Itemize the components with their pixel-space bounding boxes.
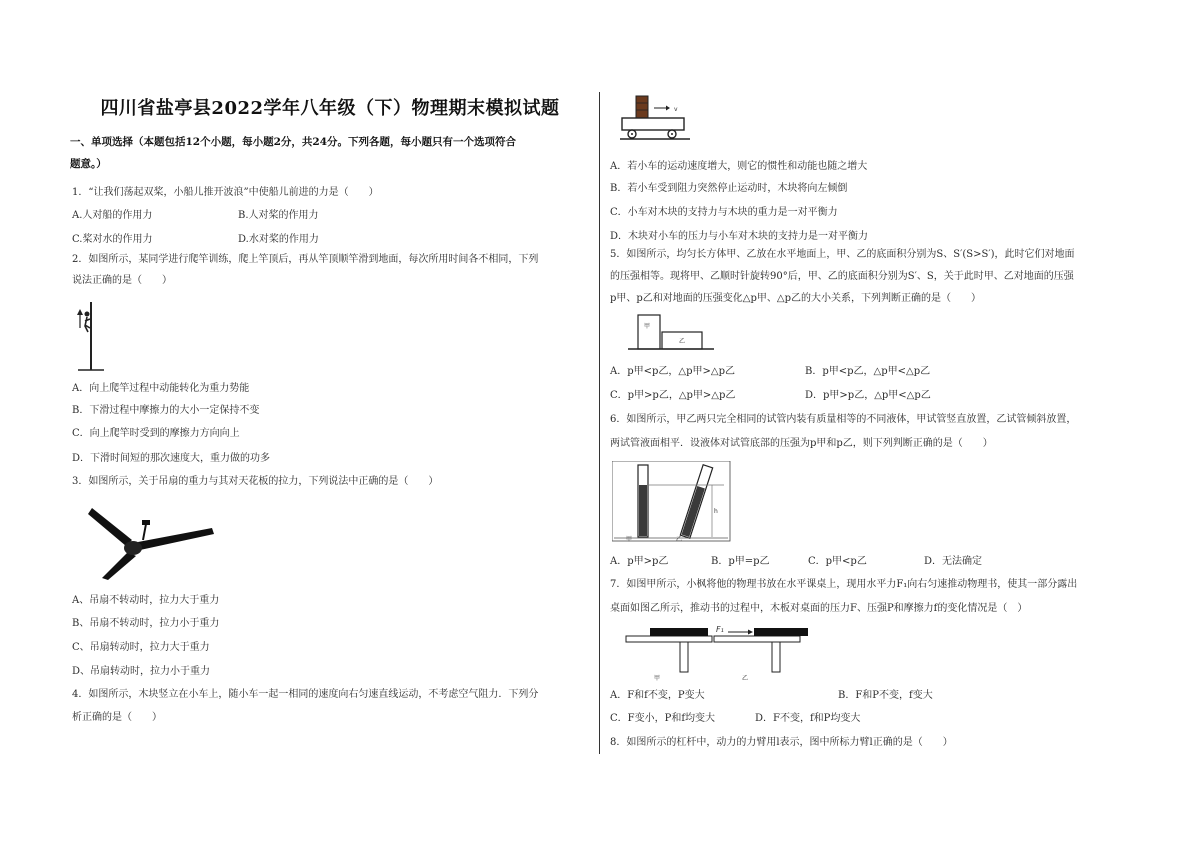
block-yi-label: 乙 xyxy=(679,338,686,345)
q6-option-a: A．p甲>p乙 xyxy=(610,556,669,567)
q3-option-a: A、吊扇不转动时，拉力大于重力 xyxy=(72,595,220,606)
q3-option-c: C、吊扇转动时，拉力大于重力 xyxy=(72,642,210,653)
blocks-figure xyxy=(626,312,716,354)
q5-option-b: B．p甲<p乙，△p甲<△p乙 xyxy=(805,366,931,377)
tube-yi-label: 乙 xyxy=(676,536,683,543)
q5-option-c: C．p甲>p乙，△p甲>△p乙 xyxy=(610,390,736,401)
q6-option-d: D．无法确定 xyxy=(924,556,983,567)
q1-option-d: D.水对桨的作用力 xyxy=(238,234,319,245)
q5-stem-cont: 的压强相等。现将甲、乙顺时针旋转90°后，甲、乙的底面积分别为S′、S，关于此时甲、乙对地面的压强 xyxy=(610,271,1074,282)
velocity-label: v xyxy=(674,106,678,113)
q7-stem: 7．如图甲所示，小枫将他的物理书放在水平课桌上，现用水平力F₁向右匀速推动物理书，使其一部分露出 xyxy=(610,579,1078,590)
q3-option-b: B、吊扇不转动时，拉力小于重力 xyxy=(72,618,220,629)
column-divider xyxy=(599,92,600,754)
q6-stem: 6．如图所示，甲乙两只完全相同的试管内装有质量相等的不同液体，甲试管竖直放置，乙试管倾斜放置， xyxy=(610,414,1077,425)
block-jia-label: 甲 xyxy=(644,323,651,330)
q5-stem-cont2: p甲、p乙和对地面的压强变化△p甲、△p乙的大小关系，下列判断正确的是（ ） xyxy=(610,293,981,304)
tube-height-label: h xyxy=(714,508,718,515)
q1-option-b: B.人对桨的作用力 xyxy=(238,210,319,221)
q7-option-a: A．F和f不变，P变大 xyxy=(610,690,705,701)
force-f1-label: F₁ xyxy=(716,625,724,634)
test-tubes-figure xyxy=(612,461,732,543)
q2-option-c: C．向上爬竿时受到的摩擦力方向向上 xyxy=(72,428,240,439)
q4-option-d: D．木块对小车的压力与小车对木块的支持力是一对平衡力 xyxy=(610,231,869,242)
pole-climber-figure xyxy=(74,298,108,372)
cart-block-figure xyxy=(620,94,700,144)
q2-stem: 2．如图所示，某同学进行爬竿训练，爬上竿顶后，再从竿顶顺竿滑到地面，每次所用时间各不相同，下列 xyxy=(72,254,539,265)
q5-option-d: D．p甲>p乙，△p甲<△p乙 xyxy=(805,390,931,401)
q7-stem-cont: 桌面如图乙所示，推动书的过程中，木板对桌面的压力F、压强P和摩擦力f的变化情况是（ ） xyxy=(610,603,1028,614)
page-title: 四川省盐亭县2022学年八年级（下）物理期末模拟试题 xyxy=(100,98,560,119)
q3-stem: 3．如图所示，关于吊扇的重力与其对天花板的拉力，下列说法中正确的是（ ） xyxy=(72,476,439,487)
tube-jia-label: 甲 xyxy=(626,536,633,543)
q7-option-b: B．F和P不变，f变大 xyxy=(838,690,933,701)
q4-option-a: A．若小车的运动速度增大，则它的惯性和动能也随之增大 xyxy=(610,161,868,172)
q2-option-b: B．下滑过程中摩擦力的大小一定保持不变 xyxy=(72,405,260,416)
q4-option-b: B．若小车受到阻力突然停止运动时，木块将向左倾倒 xyxy=(610,183,848,194)
q2-stem-cont: 说法正确的是（ ） xyxy=(72,275,172,286)
q2-option-d: D．下滑时间短的那次速度大，重力做的功多 xyxy=(72,453,271,464)
book-desk-figure xyxy=(624,624,810,684)
q7-option-c: C．F变小，P和f均变大 xyxy=(610,713,716,724)
desk-jia-label: 甲 xyxy=(654,675,661,682)
q5-option-a: A．p甲<p乙，△p甲>△p乙 xyxy=(610,366,735,377)
desk-yi-label: 乙 xyxy=(742,675,749,682)
q3-option-d: D、吊扇转动时，拉力小于重力 xyxy=(72,666,211,677)
q6-option-c: C．p甲<p乙 xyxy=(808,556,867,567)
q4-option-c: C．小车对木块的支持力与木块的重力是一对平衡力 xyxy=(610,207,838,218)
q1-option-a: A.人对船的作用力 xyxy=(72,210,153,221)
q6-stem-cont: 两试管液面相平．设液体对试管底部的压强为p甲和p乙，则下列判断正确的是（ ） xyxy=(610,438,993,449)
q1-option-c: C.桨对水的作用力 xyxy=(72,234,153,245)
ceiling-fan-figure xyxy=(88,502,218,580)
section-heading: 一、单项选择（本题包括12个小题，每小题2分，共24分。下列各题，每小题只有一个选项符合 xyxy=(70,136,517,148)
q5-stem: 5．如图所示，均匀长方体甲、乙放在水平地面上，甲、乙的底面积分别为S、S′(S>S′)，此时它们对地面 xyxy=(610,249,1075,260)
section-heading-cont: 题意。） xyxy=(70,158,107,170)
q6-option-b: B．p甲=p乙 xyxy=(711,556,770,567)
q4-stem-cont: 析正确的是（ ） xyxy=(72,712,162,723)
q4-stem: 4．如图所示，木块竖立在小车上，随小车一起一相同的速度向右匀速直线运动，不考虑空气阻力．下列分 xyxy=(72,689,539,700)
q7-option-d: D．F不变，f和P均变大 xyxy=(755,713,861,724)
q1-stem: 1．“让我们荡起双桨，小船儿推开波浪”中使船儿前进的力是（ ） xyxy=(72,187,379,198)
q8-stem: 8．如图所示的杠杆中，动力的力臂用l表示，图中所标力臂l正确的是（ ） xyxy=(610,737,953,748)
q2-option-a: A．向上爬竿过程中动能转化为重力势能 xyxy=(72,383,250,394)
